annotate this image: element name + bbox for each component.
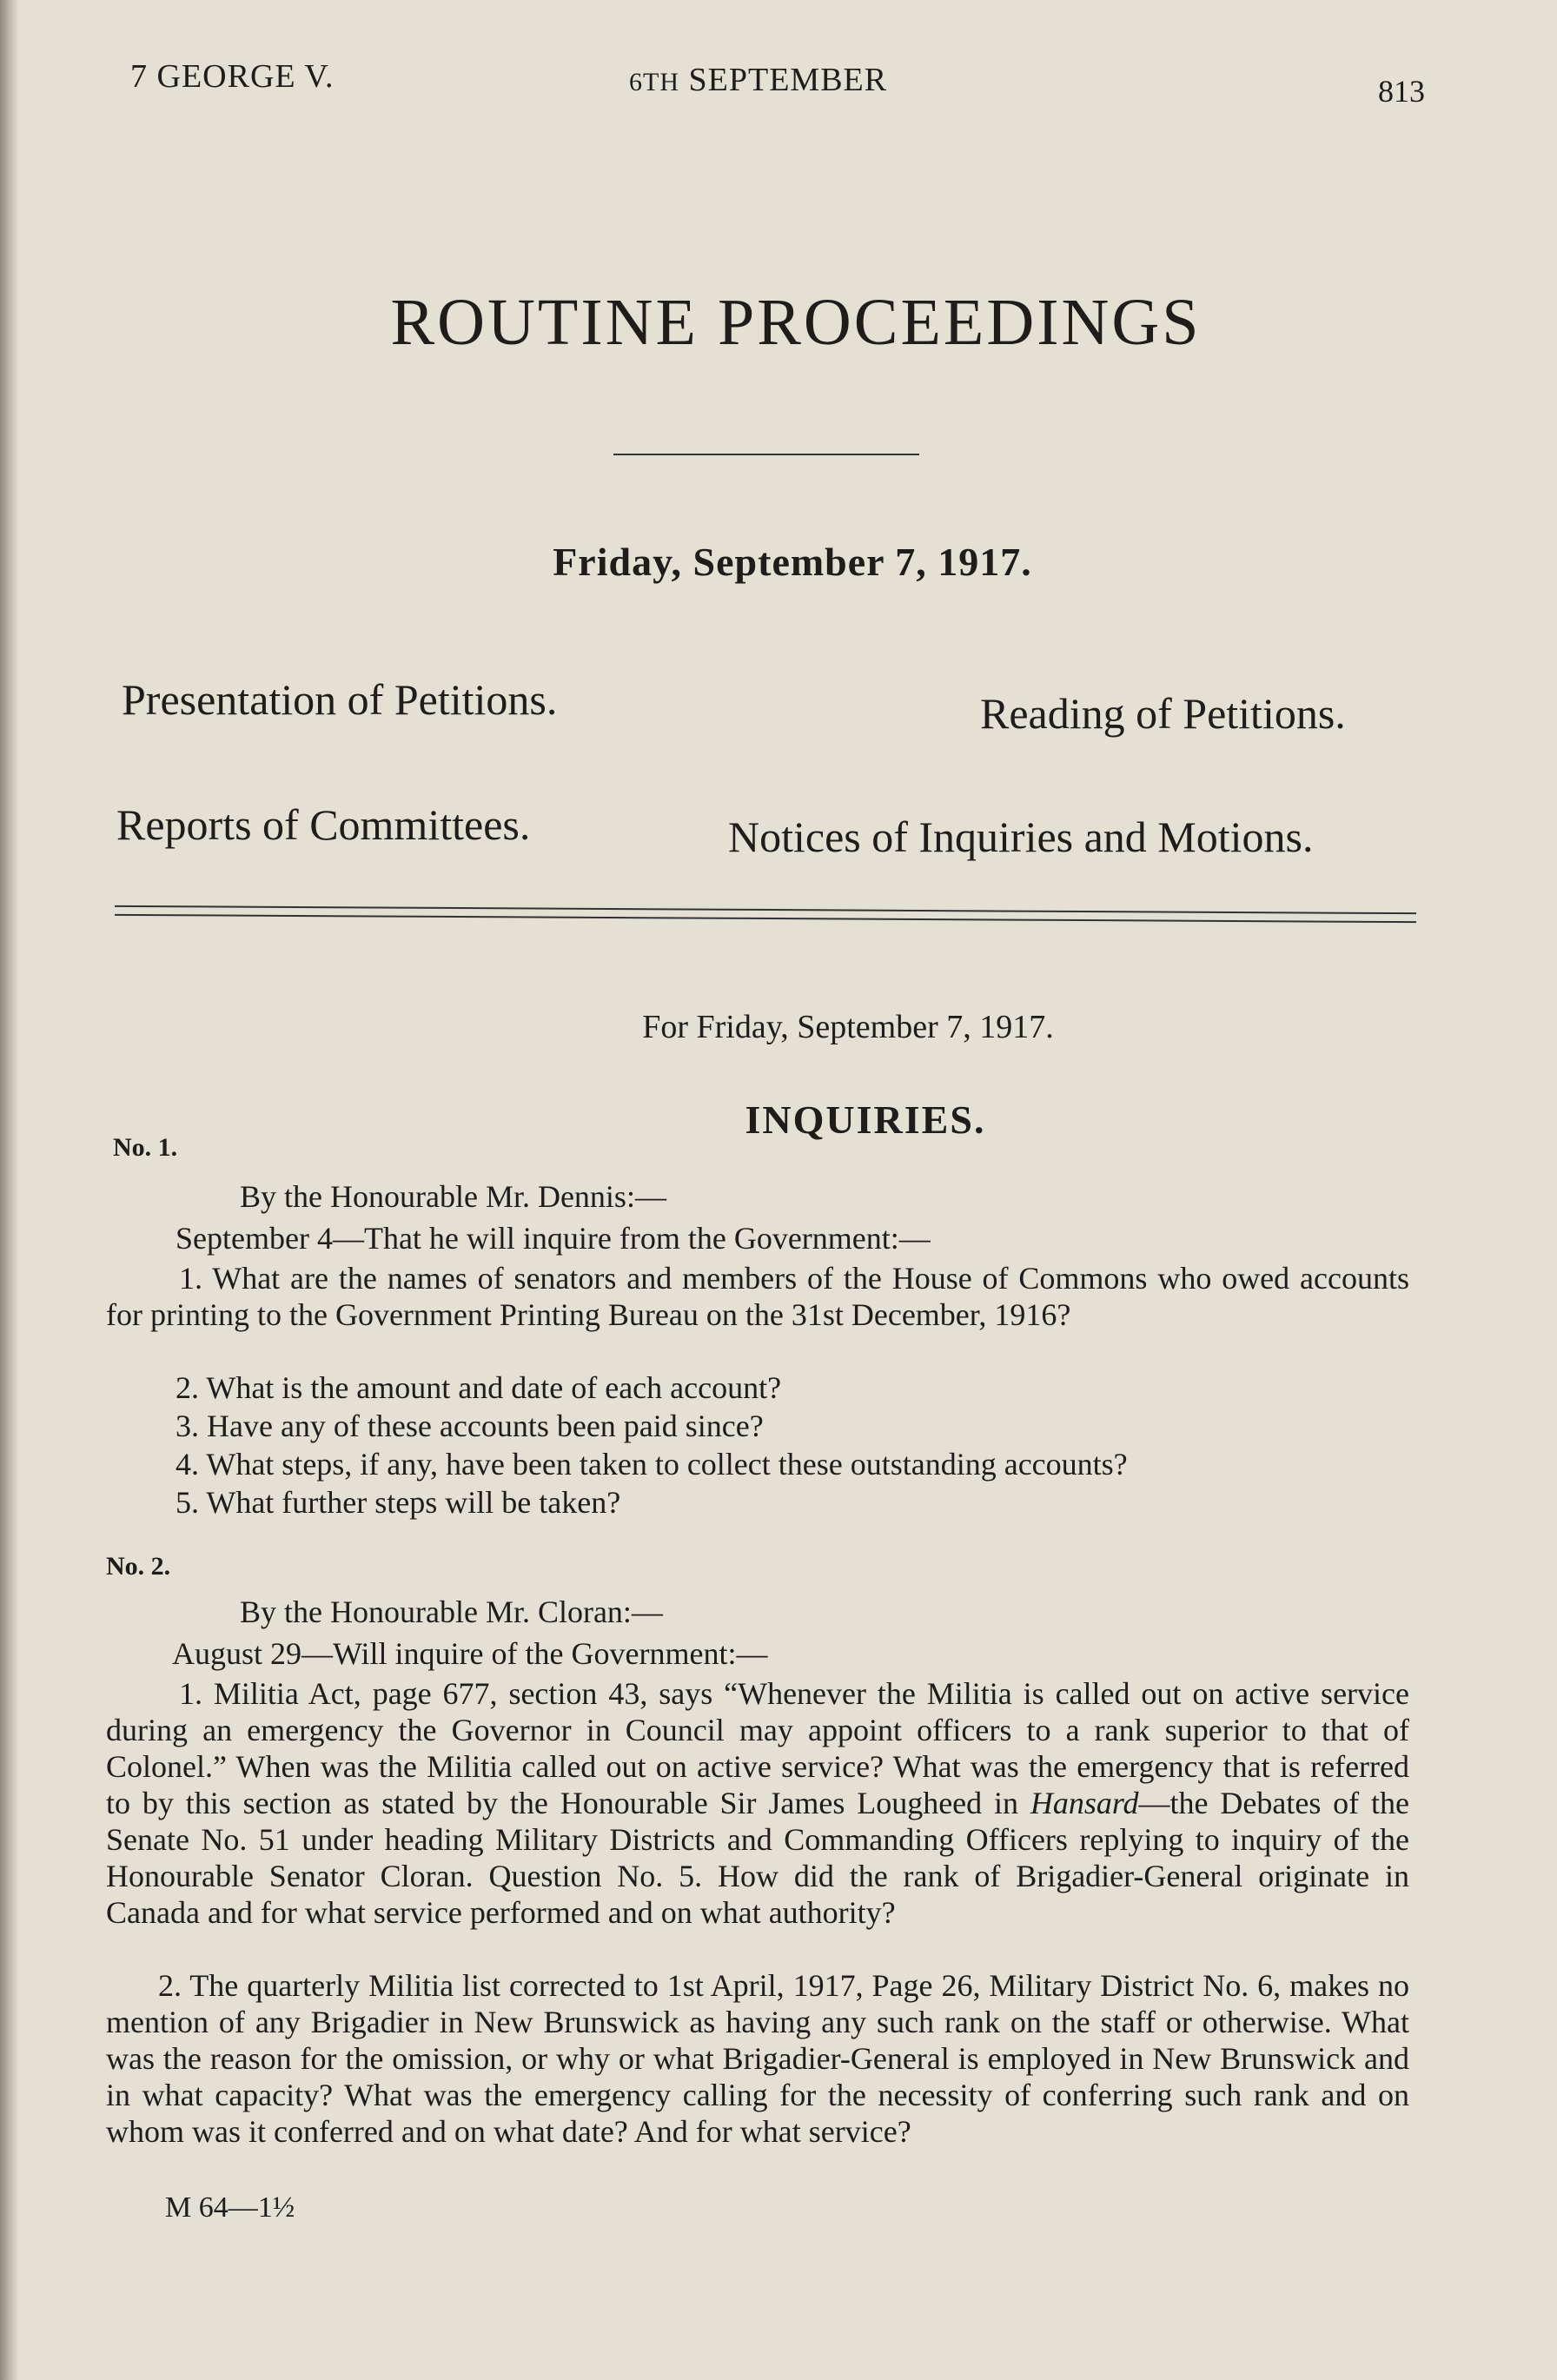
inquiry-1-question-4: 4. What steps, if any, have been taken to collect these outstanding accounts? [176, 1447, 1128, 1482]
inquiry-2-question-1 [106, 1675, 1409, 1931]
inquiry-2-question-1-part-a: 1. Militia Act, page 677, section 43, says “Whenever the Militia is called out on active service during an emergency the Governor in Council may appoint officers to a rank superior to that of Colonel.” When was the Militia called out on active service? What was the emergency that is referred to by this section as stated by the Honourable Sir James Lougheed in [106, 1676, 1409, 1820]
page-number: 813 [1378, 74, 1425, 109]
inquiry-1-by: By the Honourable Mr. Dennis:— [240, 1179, 666, 1214]
inquiries-heading-text: INQUIRIES. [745, 1097, 986, 1142]
inquiry-1-number: No. 1. [113, 1133, 178, 1162]
for-date-heading [0, 1008, 1557, 1046]
running-header-date [629, 61, 887, 99]
inquiry-1-question-2: 2. What is the amount and date of each account? [176, 1370, 782, 1405]
hansard-italic: Hansard [1030, 1786, 1139, 1820]
date-heading-text: Friday, September 7, 1917. [553, 540, 1032, 584]
double-rule-divider [115, 905, 1416, 923]
section-reports-of-committees: Reports of Committees. [116, 800, 531, 849]
header-month: SEPTEMBER [688, 62, 888, 98]
page-title-text: ROUTINE PROCEEDINGS [390, 286, 1202, 359]
inquiry-2-question-1-part-b: —the Debates of the Senate No. 51 under heading Military Districts and Commanding Officers replying to inquiry of the Honourable Senator Cloran. Question No. 5. How did the rank of Brigadier-General originate in Canada and for what service performed and on what authority? [106, 1786, 1409, 1930]
date-heading [0, 539, 1557, 585]
inquiry-1-question-3: 3. Have any of these accounts been paid since? [176, 1409, 764, 1443]
section-notices-of-inquiries: Notices of Inquiries and Motions. [728, 812, 1314, 861]
printer-signature: M 64—1½ [165, 2191, 295, 2224]
section-presentation-of-petitions: Presentation of Petitions. [122, 675, 558, 724]
inquiry-1-intro: September 4—That he will inquire from the Government:— [176, 1221, 931, 1256]
title-rule [613, 454, 919, 455]
inquiry-2-number: No. 2. [106, 1552, 171, 1581]
inquiry-2-question-2: 2. The quarterly Militia list corrected to 1st April, 1917, Page 26, Military District No. 6, makes no mention of any Brigadier in New Brunswick as having any such rank on the staff or otherwise. What was the reason for the omission, or why or what Brigadier-General is employed in New Brunswick and in what capacity? What was the emergency calling for the necessity of conferring such rank and on whom was it conferred and on what date? And for what service? [106, 1968, 1409, 2149]
section-reading-of-petitions: Reading of Petitions. [980, 689, 1346, 738]
running-header-left: 7 GEORGE V. [130, 58, 335, 95]
inquiry-2-intro: August 29—Will inquire of the Government:— [172, 1636, 768, 1671]
inquiry-1-question-1: 1. What are the names of senators and members of the House of Commons who owed accounts for printing to the Government Printing Bureau on the 31st December, 1916? [106, 1261, 1409, 1332]
inquiry-1-question-5: 5. What further steps will be taken? [176, 1485, 621, 1520]
for-date-text: For Friday, September 7, 1917. [642, 1009, 1054, 1045]
inquiries-heading [0, 1097, 1557, 1143]
inquiry-2-by: By the Honourable Mr. Cloran:— [240, 1594, 663, 1629]
page-title [0, 285, 1557, 361]
header-ordinal: 6TH [629, 68, 679, 96]
